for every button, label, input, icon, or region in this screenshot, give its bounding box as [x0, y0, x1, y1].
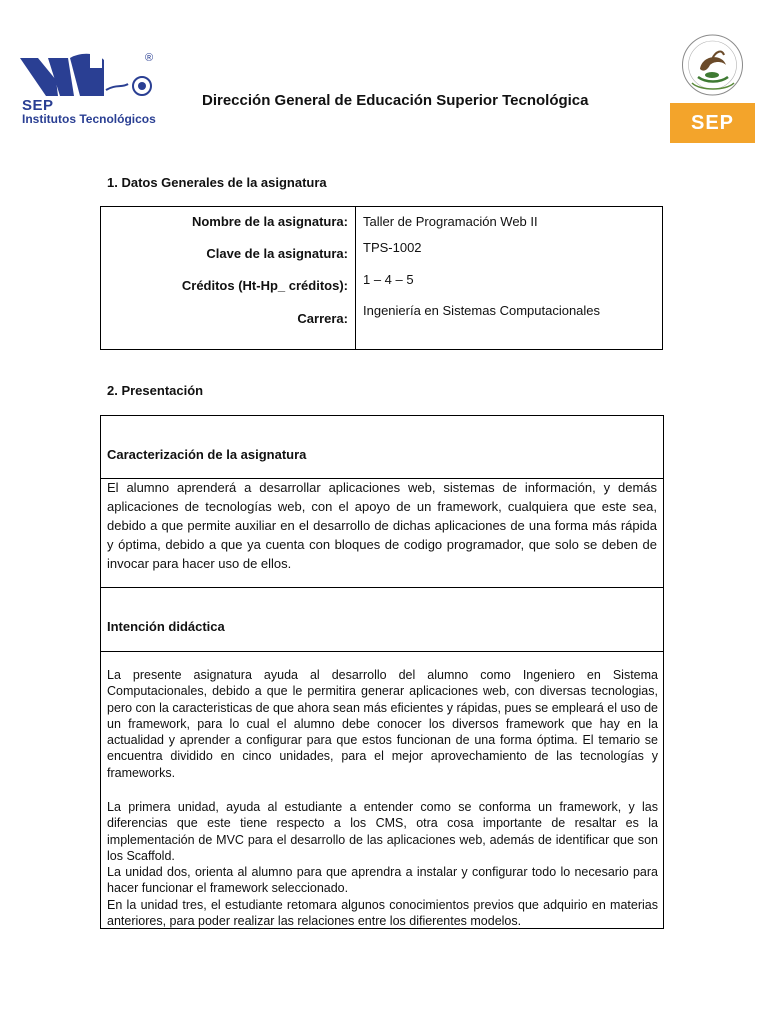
unidad-tres-text: En la unidad tres, el estudiante retomara algunos conocimientos previos que adquirio en materias anteriores, para poder realizar las relaciones entre los difierentes modelos. — [107, 897, 658, 929]
unidad-uno-text: La primera unidad, ayuda al estudiante a entender como se conforma un framework, y las diferencias que este tiene respecto a los CMS, otra cosa importante de resaltar es la implementación de MVC para el desarrollo de las aplicaciones web, además de identificar que son los Scaffold. — [107, 800, 658, 863]
presentacion-table — [100, 415, 664, 929]
section-2-heading: 2. Presentación — [107, 383, 204, 398]
sep-institutos-logo — [18, 50, 163, 130]
table-column-divider — [355, 207, 356, 349]
gobierno-sep-logo — [670, 25, 755, 143]
row-divider — [101, 651, 663, 652]
logo-institutos-text: Institutos Tecnológicos — [22, 112, 156, 126]
unidad-dos-text: La unidad dos, orienta al alumno para que aprendra a instalar y configurar todo lo necesario para hacer funcionar el framework seleccionado. — [107, 865, 658, 896]
carrera-label: Carrera: — [297, 311, 348, 326]
registered-mark: ® — [145, 52, 154, 64]
gov-sep-text: SEP — [690, 112, 735, 134]
caracterizacion-heading: Caracterización de la asignatura — [107, 447, 307, 462]
row-divider — [101, 587, 663, 588]
intencion-heading: Intención didáctica — [107, 619, 225, 634]
sep-emblem-icon — [18, 50, 163, 100]
intencion-text: La presente asignatura ayuda al desarrollo del alumno como Ingeniero en Sistema Computacionales, debido a que le permitira generar aplicaciones web, con diversas tecnologias, pero con la caracteristicas de que ahora sean más eficientes y rápidas, pues se empleará el uso de un framework, para lo cual el alumno debe conocer los diversos framework que hay en la actualidad y aprender a configurar para que estos funcionan de una forma óptima. El temario se encuentra dividido en cinco unidades, para el mejor aprovechamiento de las tecnologías y frameworks. — [107, 668, 659, 780]
creditos-label: Créditos (Ht-Hp_ créditos): — [181, 278, 348, 293]
datos-generales-table — [100, 206, 663, 350]
unidades-paragraphs — [107, 799, 658, 929]
logo-sep-text: SEP — [22, 97, 54, 114]
caracterizacion-text: El alumno aprenderá a desarrollar aplicaciones web, sistemas de información, y demás aplicaciones de tecnologías web, con el apoyo de un framework, cualquiera que este sea, debido a que permite auxiliar en el desarrollo de dichas aplicaciones de una forma más rápida y óptima, debido a que ya cuenta con bloques de codigo programador, que solo se deben de invocar para hacer uso de ellos. — [107, 480, 657, 571]
nombre-label: Nombre de la asignatura: — [191, 214, 348, 229]
clave-label: Clave de la asignatura: — [206, 246, 348, 261]
page-title: Dirección General de Educación Superior Tecnológica — [202, 92, 589, 109]
clave-value: TPS-1002 — [363, 240, 422, 255]
mexico-seal-icon — [670, 25, 755, 103]
sep-orange-box — [670, 103, 755, 143]
section-1-heading: 1. Datos Generales de la asignatura — [107, 175, 327, 190]
creditos-value: 1 – 4 – 5 — [363, 272, 414, 287]
nombre-value: Taller de Programación Web II — [363, 214, 538, 229]
carrera-value: Ingeniería en Sistemas Computacionales — [363, 303, 601, 318]
